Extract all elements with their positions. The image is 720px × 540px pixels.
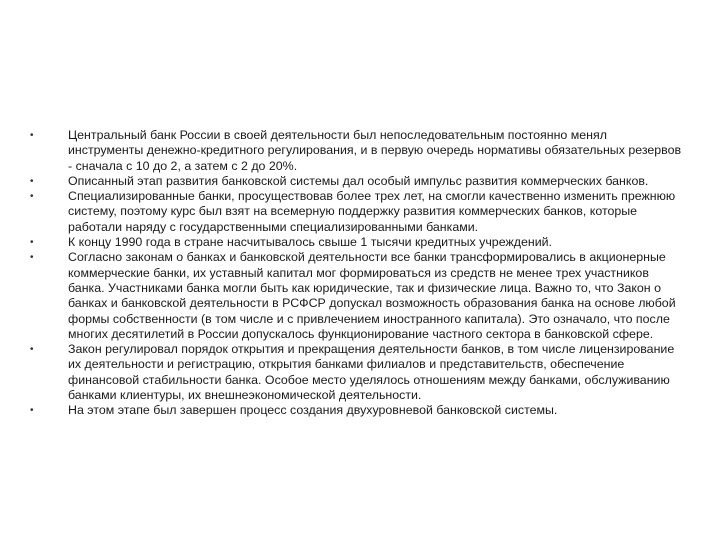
bullet-dot-icon: • <box>30 237 34 249</box>
bullet-item <box>30 235 685 250</box>
bullet-dot-icon: • <box>30 130 34 141</box>
bullet-text: На этом этапе был завершен процесс создания двухуровневой банковской системы. <box>68 403 558 418</box>
bullet-text: Центральный банк России в своей деятельности был непоследовательным постоянно менял инструменты денежно-кредитного регулирования, и в первую очередь нормативы обязательных резервов - сначала с 10 до 2, а затем с 2 до 20%. <box>68 128 682 173</box>
bullet-dot-icon: • <box>30 252 34 264</box>
bullet-dot-icon: • <box>30 175 34 187</box>
bullet-item <box>30 403 685 418</box>
bullet-text: К концу 1990 года в стране насчитывалось свыше 1 тысячи кредитных учреждений. <box>68 235 552 250</box>
bullet-text: Специализированные банки, просуществовав более трех лет, на смогли качественно изменить прежнюю систему, поэтому курс был взят на всемерную поддержку развития коммерческих банков, которые работали наряду с государственными специализированными банками. <box>68 189 676 234</box>
bullet-dot-icon: • <box>30 191 34 203</box>
bullet-item <box>30 189 685 235</box>
bullet-text: Описанный этап развития банковской системы дал особый импульс развития коммерческих банков. <box>68 173 649 188</box>
bullet-dot-icon: • <box>30 344 34 356</box>
bullet-text: Согласно законам о банках и банковской деятельности все банки трансформировались в акционерные коммерческие банки, их уставный капитал мог формироваться из средств не менее трех участников банка. Участниками банка могли быть как юридические, так и физические лица. Важно то, что Закон о банках и банковской деятельности в РСФСР допускал возможность образования банка на основе любой формы собственности (в том числе и с привлечением иностранного капитала). Это означало, что после многих десятилетий в России допускалось функционирование частного сектора в банковской сфере. <box>68 250 676 341</box>
bullet-item <box>30 342 685 403</box>
bullet-dot-icon: • <box>30 405 34 417</box>
bullet-item <box>30 174 685 189</box>
bullet-text: Закон регулировал порядок открытия и прекращения деятельности банков, в том числе лицензирование их деятельности и регистрацию, открытия банками филиалов и представительств, обеспечение финансовой стабильности банка. Особое место уделялось отношениям между банками, обслуживанию банками клиентуры, их внешнеэкономической деятельности. <box>68 342 675 403</box>
bullet-item <box>30 128 685 174</box>
bullet-item <box>30 250 685 342</box>
bullet-list <box>30 128 685 419</box>
